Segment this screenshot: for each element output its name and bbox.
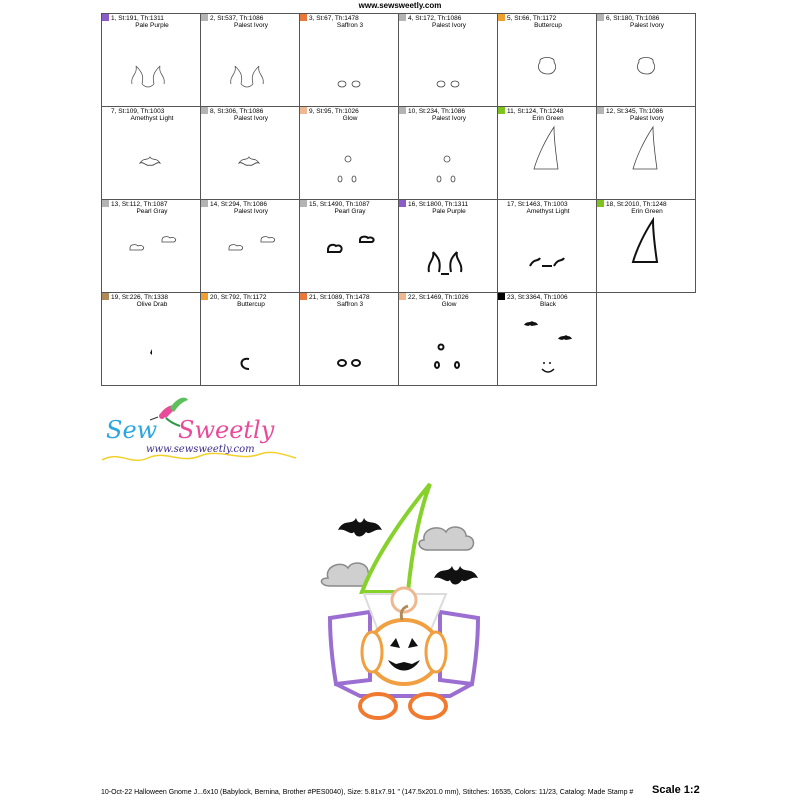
color-step-cell (299, 13, 399, 107)
stitch-preview (102, 293, 201, 386)
stitch-preview (498, 14, 597, 107)
stitch-preview (498, 200, 597, 293)
gnome-hat (362, 484, 430, 592)
step-header: 3, St:67, Th:1478 (309, 15, 359, 22)
step-header: 8, St:306, Th:1086 (210, 108, 264, 115)
color-step-cell (101, 13, 201, 107)
stitch-preview (399, 14, 498, 107)
color-step-cell (101, 292, 201, 386)
stitch-preview (201, 293, 300, 386)
stitch-preview (597, 200, 696, 293)
step-header: 9, St:95, Th:1026 (309, 108, 359, 115)
bat-left (338, 518, 382, 537)
scale-label: Scale 1:2 (652, 784, 700, 796)
thread-name: Pale Purple (432, 208, 466, 215)
step-header: 16, St:1800, Th:1311 (408, 201, 469, 208)
step-header: 7, St:109, Th:1003 (111, 108, 165, 115)
thread-name: Glow (342, 115, 358, 122)
step-header: 22, St:1469, Th:1026 (408, 294, 469, 301)
stitch-preview (300, 14, 399, 107)
logo-sweetly: Sweetly (178, 416, 275, 444)
color-sequence-grid (101, 13, 697, 385)
color-step-cell (299, 199, 399, 293)
color-step-cell (200, 199, 300, 293)
thread-name: Pearl Gray (334, 208, 366, 215)
color-step-cell (398, 292, 498, 386)
color-step-cell (497, 106, 597, 200)
color-step-cell (398, 106, 498, 200)
step-header: 17, St:1463, Th:1003 (507, 201, 568, 208)
stitch-preview (498, 293, 597, 386)
stitch-preview (201, 107, 300, 200)
footer-info: 10-Oct-22 Halloween Gnome J...6x10 (Babylock, Bernina, Brother #PES0040), Size: 5.81x7.91 " (147.5x201.0 mm), Stitches: 16535, Colors: 11/23, Catalog: Made Stamp # (101, 789, 634, 796)
stitch-preview (597, 107, 696, 200)
thread-name: Palest Ivory (234, 208, 268, 215)
thread-name: Pale Purple (135, 22, 169, 29)
stitch-preview (201, 200, 300, 293)
thread-name: Palest Ivory (630, 22, 664, 29)
color-step-cell (299, 106, 399, 200)
step-header: 12, St:345, Th:1086 (606, 108, 663, 115)
thread-name: Olive Drab (136, 301, 168, 308)
step-header: 6, St:180, Th:1086 (606, 15, 660, 22)
logo-sew: Sew (106, 416, 158, 444)
color-step-cell (200, 13, 300, 107)
color-step-cell (398, 13, 498, 107)
thread-name: Pearl Gray (136, 208, 168, 215)
thread-name: Palest Ivory (234, 115, 268, 122)
color-step-cell (200, 292, 300, 386)
thread-name: Erin Green (631, 208, 663, 215)
bat-right (434, 566, 478, 585)
stitch-preview (102, 200, 201, 293)
stitch-preview (399, 107, 498, 200)
thread-name: Amethyst Light (130, 115, 174, 122)
logo-url: www.sewsweetly.com (146, 444, 255, 455)
step-header: 23, St:3364, Th:1006 (507, 294, 568, 301)
color-step-cell (596, 106, 696, 200)
thread-name: Saffron 3 (336, 22, 364, 29)
step-header: 2, St:537, Th:1086 (210, 15, 264, 22)
thread-name: Buttercup (237, 301, 265, 308)
thread-name: Black (540, 301, 556, 308)
step-header: 20, St:792, Th:1172 (210, 294, 267, 301)
color-step-cell (497, 13, 597, 107)
step-header: 14, St:294, Th:1086 (210, 201, 267, 208)
stitch-preview (399, 293, 498, 386)
color-step-cell (101, 199, 201, 293)
step-header: 4, St:172, Th:1086 (408, 15, 462, 22)
site-url: www.sewsweetly.com (358, 1, 442, 10)
step-header: 5, St:66, Th:1172 (507, 15, 557, 22)
thread-name: Palest Ivory (234, 22, 268, 29)
step-header: 21, St:1089, Th:1478 (309, 294, 370, 301)
color-step-cell (497, 292, 597, 386)
color-step-cell (200, 106, 300, 200)
stitch-preview (300, 293, 399, 386)
stitch-preview (597, 14, 696, 107)
step-header: 13, St:112, Th:1087 (111, 201, 168, 208)
stitch-preview (498, 107, 597, 200)
stitch-preview (102, 14, 201, 107)
thread-name: Buttercup (534, 22, 562, 29)
color-step-cell (596, 13, 696, 107)
color-step-cell (299, 292, 399, 386)
thread-name: Palest Ivory (432, 115, 466, 122)
step-header: 19, St:226, Th:1338 (111, 294, 168, 301)
gnome-design-preview (300, 470, 510, 730)
thread-name: Saffron 3 (336, 301, 364, 308)
sew-sweetly-logo (100, 392, 300, 472)
thread-name: Erin Green (532, 115, 564, 122)
cloud-right (419, 527, 473, 550)
stitch-preview (102, 107, 201, 200)
color-step-cell (596, 199, 696, 293)
foot-right (410, 694, 446, 718)
stitch-preview (300, 200, 399, 293)
foot-left (360, 694, 396, 718)
step-header: 10, St:234, Th:1086 (408, 108, 465, 115)
stitch-preview (399, 200, 498, 293)
color-step-cell (398, 199, 498, 293)
stitch-preview (300, 107, 399, 200)
thread-name: Palest Ivory (432, 22, 466, 29)
stitch-preview (201, 14, 300, 107)
step-header: 15, St:1490, Th:1087 (309, 201, 370, 208)
color-step-cell (497, 199, 597, 293)
step-header: 18, St:2010, Th:1248 (606, 201, 667, 208)
thread-name: Amethyst Light (526, 208, 570, 215)
step-header: 11, St:124, Th:1248 (507, 108, 564, 115)
thread-name: Palest Ivory (630, 115, 664, 122)
color-step-cell (101, 106, 201, 200)
thread-name: Glow (441, 301, 457, 308)
step-header: 1, St:191, Th:1311 (111, 15, 164, 22)
